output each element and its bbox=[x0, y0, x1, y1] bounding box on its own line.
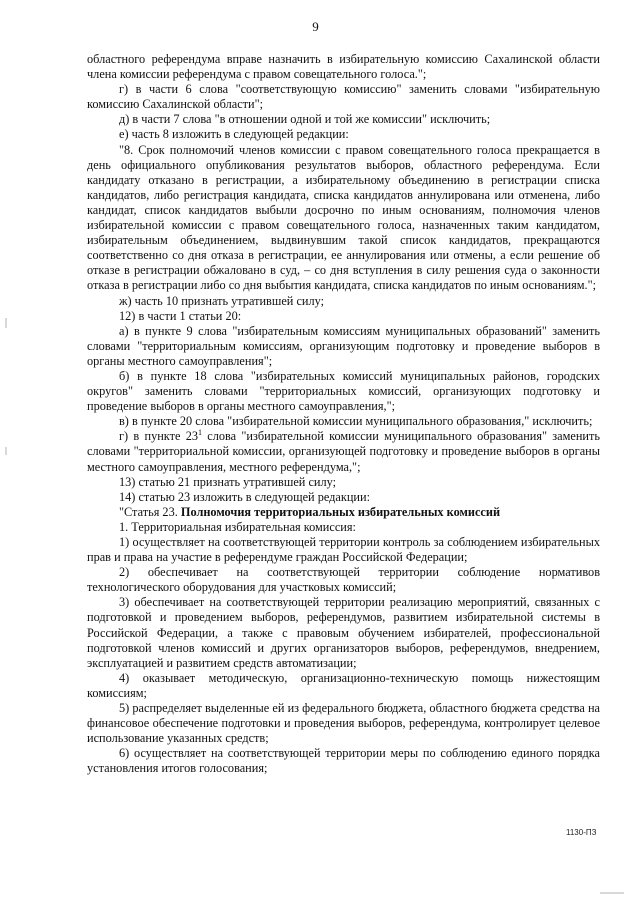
paragraph: 5) распределяет выделенные ей из федерального бюджета, областного бюджета средства на финансовое обеспечение подготовки и проведения выборов, референдума, контролирует целевое использование указанных средств; bbox=[87, 701, 600, 746]
paragraph: 1. Территориальная избирательная комиссия: bbox=[119, 519, 356, 534]
paragraph: 3) обеспечивает на соответствующей территории реализацию мероприятий, связанных с подготовкой и проведением выборов, референдумов, развитием избирательной системы в Российской Федерации, а также с правовым обучением избирателей, профессиональной подготовкой членов комиссий и других организаторов выборов, референдумов, внедрением, эксплуатацией и развитием средств автоматизации; bbox=[87, 595, 600, 670]
paragraph: областного референдума вправе назначить в избирательную комиссию Сахалинской области члена комиссии референдума с правом совещательного голоса."; bbox=[87, 52, 600, 82]
superscript: 1 bbox=[198, 428, 203, 438]
document-body bbox=[87, 52, 600, 777]
paragraph-with-superscript bbox=[87, 429, 600, 474]
paragraph: е) часть 8 изложить в следующей редакции: bbox=[119, 127, 349, 142]
paragraph: 13) статью 21 признать утратившей силу; bbox=[119, 474, 337, 489]
paragraph: д) в части 7 слова "в отношении одной и той же комиссии" исключить; bbox=[119, 112, 491, 127]
paragraph: ж) часть 10 признать утратившей силу; bbox=[119, 293, 325, 308]
article-title: Полномочия территориальных избирательных комиссий bbox=[180, 504, 501, 519]
paragraph: 6) осуществляет на соответствующей территории меры по соблюдению единого порядка установления итогов голосования; bbox=[87, 746, 600, 776]
page-number: 9 bbox=[312, 19, 319, 34]
paragraph: 2) обеспечивает на соответствующей территории соблюдение нормативов технологического оборудования для участковых комиссий; bbox=[87, 565, 600, 595]
scan-artifact bbox=[5, 318, 7, 328]
article-heading bbox=[87, 505, 600, 520]
paragraph: 1) осуществляет на соответствующей территории контроль за соблюдением избирательных прав и права на участие в референдуме граждан Российской Федерации; bbox=[87, 535, 600, 565]
paragraph: г) в части 6 слова "соответствующую комиссию" заменить словами "избирательную комиссию Сахалинской области"; bbox=[87, 82, 600, 112]
paragraph-text: г) в пункте 23 bbox=[119, 429, 199, 444]
paragraph: 12) в части 1 статьи 20: bbox=[119, 308, 242, 323]
paragraph: в) в пункте 20 слова "избирательной комиссии муниципального образования," исключить; bbox=[119, 414, 593, 429]
paragraph: "8. Срок полномочий членов комиссии с правом совещательного голоса прекращается в день официального опубликования результатов выборов, областного референдума. Если кандидату отказано в регистрации, а избирательному объединению в регистрации списка кандидатов, либо регистрация кандидата, списка кандидатов аннулирована или отменена, либо кандидат, список кандидатов выбыли досрочно по иным основаниям, полномочия членов избирательной комиссии с правом совещательного голоса, назначенных таким кандидатом, избирательным объединением, выдвинувшим такой список кандидатов, прекращаются соответственно со дня отказа в регистрации, ее аннулирования или отмены, а если решение об отказе в регистрации обжаловано в суд, – со дня вступления в силу решения суда о законности отказа в регистрации либо со дня выбытия кандидата, списка кандидатов по иным основаниям."; bbox=[87, 142, 600, 293]
scan-artifact bbox=[5, 447, 7, 455]
article-label: "Статья 23. bbox=[119, 504, 178, 519]
paragraph-text: слова "избирательной комиссии муниципального образования" заменить словами "территориальной комиссии, организующей подготовку и проведение выборов в органы местного самоуправления, местного референдума,"; bbox=[87, 429, 600, 474]
paragraph: б) в пункте 18 слова "избирательных комиссий муниципальных районов, городских округов" заменить словами "территориальных комиссий, организующих подготовку и проведение выборов в органы местного самоуправления,"; bbox=[87, 368, 600, 414]
paragraph: 4) оказывает методическую, организационно-техническую помощь нижестоящим комиссиям; bbox=[87, 670, 600, 700]
scan-artifact bbox=[600, 892, 624, 894]
document-code: 1130-ПЗ bbox=[566, 828, 597, 837]
paragraph: 14) статью 23 изложить в следующей редакции: bbox=[119, 489, 370, 504]
paragraph: а) в пункте 9 слова "избирательным комиссиям муниципальных образований" заменить словами "территориальным комиссиям, организующим подготовку и проведение выборов в органы местного самоуправления"; bbox=[87, 323, 600, 368]
